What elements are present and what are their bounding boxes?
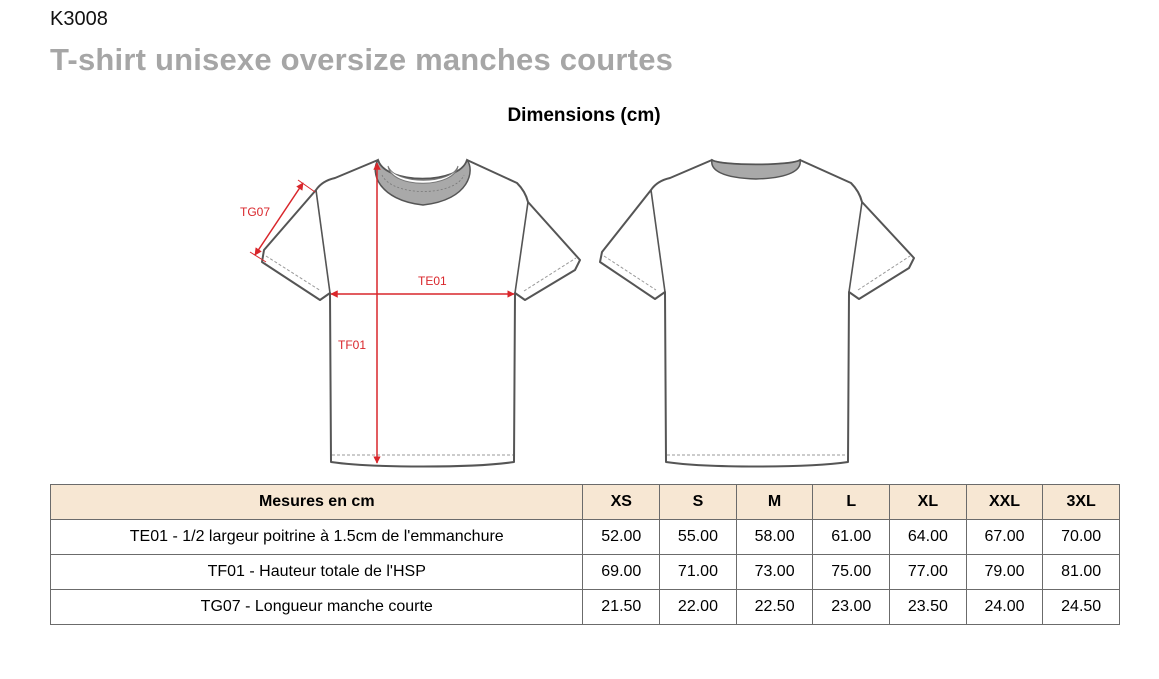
table-row-te01 — [51, 520, 1120, 555]
header-size-s: S — [660, 485, 737, 520]
cell-value: 79.00 — [966, 555, 1043, 590]
tshirt-front-body — [262, 160, 580, 467]
cell-value: 21.50 — [583, 590, 660, 625]
row-label: TE01 - 1/2 largeur poitrine à 1.5cm de l'emmanchure — [51, 520, 583, 555]
row-label: TF01 - Hauteur totale de l'HSP — [51, 555, 583, 590]
cell-value: 70.00 — [1043, 520, 1120, 555]
cell-value: 73.00 — [736, 555, 813, 590]
table-row-tg07 — [51, 590, 1120, 625]
cell-value: 77.00 — [890, 555, 967, 590]
cell-value: 24.50 — [1043, 590, 1120, 625]
cell-value: 75.00 — [813, 555, 890, 590]
tg07-label: TG07 — [240, 205, 271, 219]
cell-value: 71.00 — [660, 555, 737, 590]
size-chart-table — [50, 484, 1120, 625]
table-header-row — [51, 485, 1120, 520]
cell-value: 23.50 — [890, 590, 967, 625]
cell-value: 58.00 — [736, 520, 813, 555]
header-size-3xl: 3XL — [1043, 485, 1120, 520]
header-size-m: M — [736, 485, 813, 520]
cell-value: 22.50 — [736, 590, 813, 625]
product-title: T-shirt unisexe oversize manches courtes — [50, 42, 674, 77]
tf01-label: TF01 — [338, 338, 367, 352]
te01-label: TE01 — [418, 274, 447, 288]
cell-value: 64.00 — [890, 520, 967, 555]
cell-value: 69.00 — [583, 555, 660, 590]
cell-value: 23.00 — [813, 590, 890, 625]
tshirt-back-drawing — [600, 160, 914, 467]
cell-value: 22.00 — [660, 590, 737, 625]
cell-value: 55.00 — [660, 520, 737, 555]
cell-value: 61.00 — [813, 520, 890, 555]
header-size-xs: XS — [583, 485, 660, 520]
dimensions-heading: Dimensions (cm) — [507, 105, 661, 126]
cell-value: 67.00 — [966, 520, 1043, 555]
table-row-tf01 — [51, 555, 1120, 590]
cell-value: 81.00 — [1043, 555, 1120, 590]
cell-value: 24.00 — [966, 590, 1043, 625]
header-size-xxl: XXL — [966, 485, 1043, 520]
header-size-xl: XL — [890, 485, 967, 520]
cell-value: 52.00 — [583, 520, 660, 555]
row-label: TG07 - Longueur manche courte — [51, 590, 583, 625]
header-measure-label: Mesures en cm — [51, 485, 583, 520]
tshirt-back-body — [600, 160, 914, 467]
header-size-l: L — [813, 485, 890, 520]
product-reference: K3008 — [50, 8, 108, 30]
tshirt-front-drawing — [262, 160, 580, 467]
